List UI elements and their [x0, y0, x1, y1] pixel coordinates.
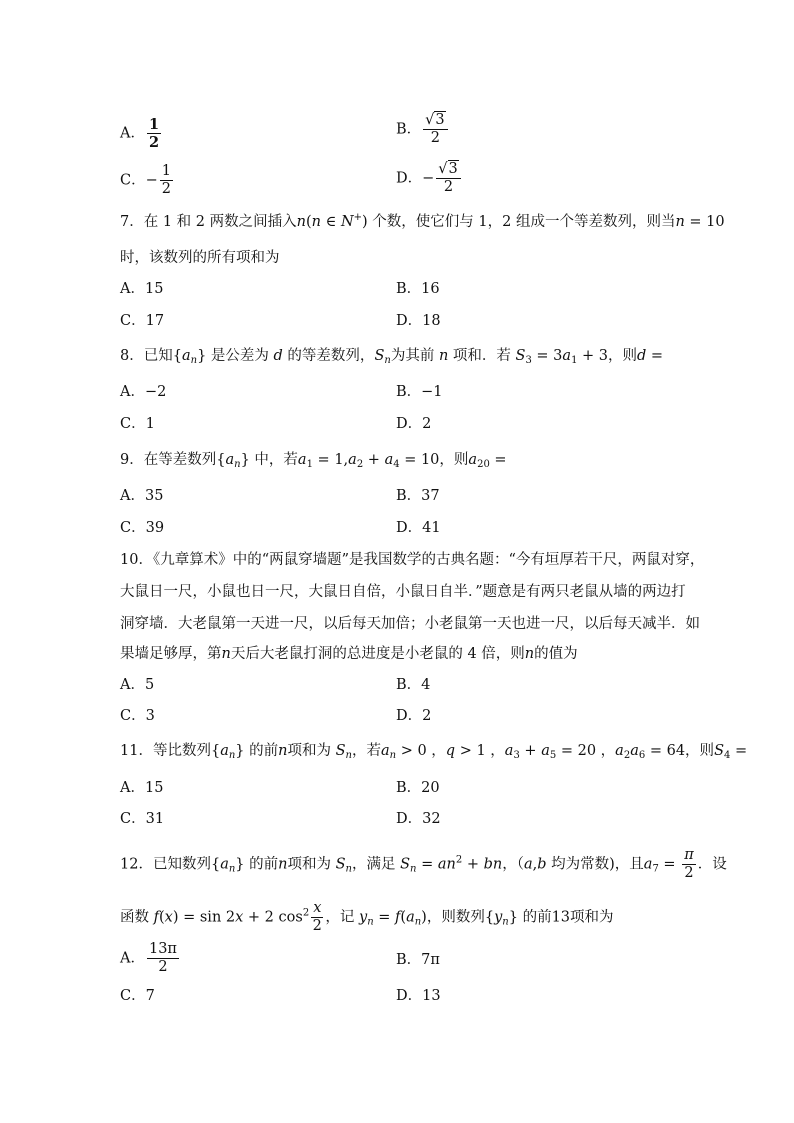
var: an — [437, 856, 456, 873]
q11-option-d[interactable]: D．32 — [396, 811, 441, 827]
text: = 1, — [312, 452, 349, 468]
subscript: 3 — [513, 750, 520, 761]
text: ，（ — [502, 856, 524, 873]
q9-option-a[interactable]: A．35 — [120, 488, 164, 504]
denominator: 2 — [161, 181, 171, 198]
text: + 2 cos — [243, 909, 303, 926]
q7-stem-line2: 时，该数列的所有项和为 — [120, 250, 280, 266]
q7-option-a[interactable]: A．15 — [120, 281, 164, 297]
option-label: D． — [396, 170, 423, 187]
text: = — [373, 909, 396, 926]
var: a — [225, 452, 235, 468]
q9-option-b[interactable]: B．37 — [396, 488, 440, 504]
text: = 3 — [531, 348, 563, 364]
text: 12．已知数列 — [120, 856, 211, 873]
q8-option-d[interactable]: D．2 — [396, 416, 432, 432]
var: n — [296, 214, 306, 230]
numerator: 1 — [160, 164, 173, 181]
q12-stem-line1 — [120, 848, 727, 881]
text: 8．已知 — [120, 348, 173, 364]
sqrt: √3 — [425, 112, 445, 128]
text: } 的前13项和为 — [508, 909, 614, 926]
var: a — [181, 348, 191, 364]
var: f — [395, 909, 401, 926]
var: n — [311, 214, 321, 230]
var: d — [273, 348, 283, 364]
text: 的等差数列， — [282, 348, 375, 364]
var: a — [562, 348, 572, 364]
q6-option-b[interactable] — [396, 113, 450, 146]
subscript: n — [190, 355, 198, 366]
text: ，记 — [325, 909, 359, 926]
q10-option-b[interactable]: B．4 — [396, 677, 431, 693]
fraction — [160, 164, 173, 197]
text: 的值为 — [534, 646, 578, 662]
var: n — [278, 743, 288, 759]
subscript: n — [345, 750, 352, 761]
subscript: 1 — [571, 355, 578, 366]
q9-stem — [120, 451, 507, 472]
var: S — [400, 856, 411, 873]
text: + — [363, 452, 385, 468]
subscript: n — [367, 916, 374, 928]
numerator: x — [311, 901, 323, 918]
var: y — [494, 909, 503, 926]
text: 7．在 1 和 2 两数之间插入 — [120, 214, 297, 230]
var: bn — [483, 856, 503, 873]
q10-option-c[interactable]: C．3 — [120, 708, 155, 724]
text: ．设 — [697, 856, 727, 873]
superscript: 2 — [455, 854, 463, 866]
subscript: 1 — [306, 459, 313, 470]
q10-stem-line1: 10．《九章算术》中的“两鼠穿墙题”是我国数学的古典名题：“今有垣厚若干尺，两鼠对穿， — [120, 552, 705, 568]
text: = — [730, 743, 748, 759]
text: > 0 ， — [396, 743, 446, 759]
sqrt: √3 — [438, 161, 458, 177]
text: { — [210, 743, 221, 759]
option-label: C． — [120, 172, 146, 189]
var: x — [235, 909, 244, 926]
text: ) = sin 2 — [172, 909, 236, 926]
text: 11．等比数列 — [120, 743, 211, 759]
var: n — [524, 646, 535, 662]
denominator: 2 — [312, 918, 322, 935]
fraction — [147, 942, 179, 975]
denominator: 2 — [158, 959, 168, 976]
fraction — [147, 117, 161, 150]
text: } 中，若 — [240, 452, 298, 468]
text: ( — [400, 909, 407, 926]
var: n — [438, 348, 449, 364]
text: 均为常数)，且 — [546, 856, 644, 873]
text: 9．在等差数列 — [120, 452, 217, 468]
numerator — [423, 113, 447, 130]
subscript: n — [384, 355, 391, 366]
q12-option-b[interactable]: B．7π — [396, 952, 440, 968]
var: S — [515, 348, 526, 364]
minus-sign: − — [145, 172, 158, 189]
text: = 10 — [684, 214, 725, 230]
q10-stem-line3: 洞穿墙．大老鼠第一天进一尺，以后每天加倍；小老鼠第一天也进一尺，以后每天减半．如 — [120, 616, 700, 632]
var: a — [220, 856, 229, 873]
text: 函数 — [120, 909, 154, 926]
denominator: 2 — [430, 130, 441, 147]
q8-option-a[interactable]: A．−2 — [120, 384, 167, 400]
var: a — [406, 909, 415, 926]
var: q — [445, 743, 456, 759]
subscript: 2 — [623, 750, 631, 761]
q6-option-a[interactable] — [120, 117, 163, 150]
subscript: 20 — [477, 459, 490, 470]
var: n — [675, 214, 685, 230]
radicand: 3 — [435, 112, 445, 128]
text: = — [646, 348, 664, 364]
q9-option-d[interactable]: D．41 — [396, 520, 441, 536]
var: x — [164, 909, 173, 926]
subscript: 2 — [356, 459, 364, 470]
text: = — [489, 452, 507, 468]
var: a — [541, 743, 550, 759]
text: = — [658, 856, 681, 873]
subscript: n — [234, 459, 241, 470]
option-label: B． — [396, 121, 422, 138]
option-label: A． — [120, 125, 145, 142]
var: S — [374, 348, 385, 364]
var: N — [340, 214, 354, 230]
text: = 20 ， — [556, 743, 616, 759]
denominator: 2 — [148, 134, 160, 152]
q10-option-d[interactable]: D．2 — [396, 708, 432, 724]
subscript: n — [228, 863, 236, 875]
subscript: 4 — [393, 459, 400, 470]
text: } 的前 — [235, 856, 279, 873]
text: 果墙足够厚，第 — [120, 646, 222, 662]
var: a — [384, 452, 394, 468]
var: a — [348, 452, 357, 468]
q11-option-a[interactable]: A．15 — [120, 780, 164, 796]
q10-stem-line2: 大鼠日一尺，小鼠也日一尺，大鼠日自倍，小鼠日自半．”题意是有两只老鼠从墙的两边打 — [120, 584, 686, 600]
var: a — [643, 856, 653, 873]
q12-option-c[interactable]: C．7 — [120, 988, 155, 1004]
text: ) 个数，使它们与 1，2 组成一个等差数列，则当 — [362, 214, 676, 230]
q12-stem-line2 — [120, 901, 614, 934]
text: 为其前 — [390, 348, 439, 364]
denominator: 2 — [443, 179, 454, 196]
text: 天后大老鼠打洞的总进度是小老鼠的 4 倍，则 — [230, 646, 525, 662]
fraction — [682, 848, 696, 881]
q7-option-d[interactable]: D．18 — [396, 313, 441, 329]
subscript: 4 — [724, 750, 731, 761]
text: { — [210, 856, 221, 873]
text: ，若 — [351, 743, 381, 759]
subscript: n — [502, 916, 509, 928]
q11-option-c[interactable]: C．31 — [120, 811, 165, 827]
subscript: 5 — [549, 750, 557, 761]
text: { — [216, 452, 226, 468]
text: )，则数列 — [421, 909, 485, 926]
superscript: 2 — [302, 907, 310, 919]
q12-option-a[interactable] — [120, 942, 181, 975]
fraction — [311, 901, 323, 934]
var: S — [335, 856, 346, 873]
text: + 3，则 — [577, 348, 638, 364]
var: n — [221, 646, 231, 662]
minus-sign: − — [422, 170, 435, 187]
text: + — [519, 743, 542, 759]
q9-option-c[interactable]: C．39 — [120, 520, 165, 536]
text: = 10，则 — [399, 452, 469, 468]
radicand: 3 — [448, 161, 458, 177]
var: f — [153, 909, 159, 926]
option-label: A． — [120, 950, 145, 967]
var: a — [523, 856, 533, 873]
var: a — [380, 743, 390, 759]
q10-stem-line4 — [120, 645, 578, 663]
q8-option-c[interactable]: C．1 — [120, 416, 155, 432]
text: ( — [158, 909, 165, 926]
text: { — [484, 909, 495, 926]
var: S — [714, 743, 724, 759]
q11-stem — [120, 742, 747, 763]
var: d — [637, 348, 647, 364]
text: } 的前 — [235, 743, 279, 759]
fraction — [436, 162, 460, 195]
subscript: 6 — [638, 750, 646, 761]
q11-option-b[interactable]: B．20 — [396, 780, 440, 796]
text: 项和．若 — [448, 348, 516, 364]
subscript: n — [345, 863, 352, 875]
var: S — [335, 743, 346, 759]
subscript: n — [410, 863, 417, 875]
var: a — [615, 743, 624, 759]
var: a — [504, 743, 514, 759]
var: y — [358, 909, 368, 926]
text: 项和为 — [287, 743, 336, 759]
text: + — [462, 856, 484, 873]
text: , — [532, 856, 538, 873]
subscript: 3 — [525, 355, 532, 366]
numerator — [436, 162, 460, 179]
numerator: 1 — [148, 116, 160, 133]
var: a — [297, 452, 307, 468]
q12-option-d[interactable]: D．13 — [396, 988, 441, 1004]
subscript: n — [414, 916, 422, 928]
subscript: n — [389, 750, 397, 761]
q7-option-c[interactable]: C．17 — [120, 313, 165, 329]
q6-option-d[interactable] — [396, 162, 463, 195]
subscript: 7 — [652, 863, 659, 875]
text: } 是公差为 — [197, 348, 274, 364]
text: { — [172, 348, 182, 364]
q6-option-c[interactable] — [120, 164, 175, 197]
text: ∈ — [320, 214, 341, 230]
q7-stem-line1 — [120, 212, 725, 231]
text: 项和为 — [287, 856, 336, 873]
q10-option-a[interactable]: A．5 — [120, 677, 155, 693]
var: n — [278, 856, 288, 873]
text: = — [416, 856, 438, 873]
var: a — [220, 743, 229, 759]
text: ( — [305, 214, 312, 230]
var: a — [468, 452, 478, 468]
var: b — [537, 856, 547, 873]
var: a — [630, 743, 639, 759]
numerator: 13π — [147, 942, 179, 959]
denominator: 2 — [684, 865, 694, 882]
text: = 64，则 — [645, 743, 715, 759]
numerator: π — [682, 848, 696, 865]
subscript: n — [228, 750, 236, 761]
fraction — [423, 113, 447, 146]
superscript: + — [353, 212, 363, 223]
q7-option-b[interactable]: B．16 — [396, 281, 440, 297]
q8-stem — [120, 347, 663, 368]
text: > 1 ， — [455, 743, 505, 759]
text: ，满足 — [351, 856, 401, 873]
q8-option-b[interactable]: B．−1 — [396, 384, 443, 400]
